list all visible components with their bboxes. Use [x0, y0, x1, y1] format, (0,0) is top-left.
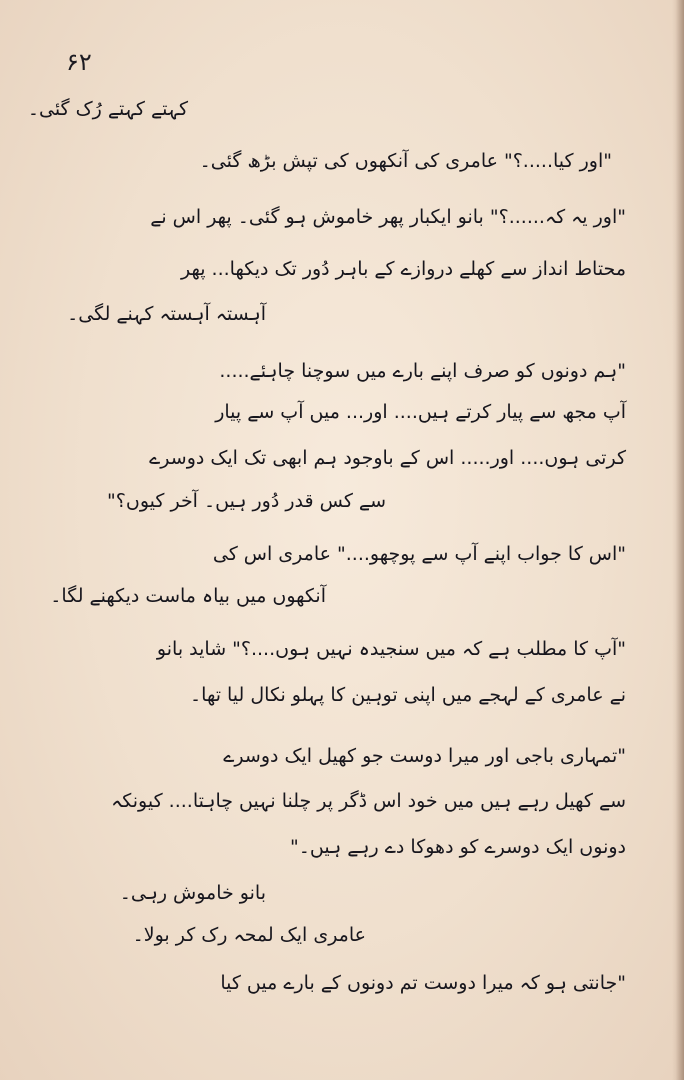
text-line: دونوں ایک دوسرے کو دھوکا دے رہے ہیں۔" — [290, 836, 626, 858]
page-number: ۶۲ — [66, 48, 92, 76]
text-line: کہتے کہتے رُک گئی۔ — [27, 98, 188, 120]
text-line: سے کس قدر دُور ہیں۔ آخر کیوں؟" — [107, 490, 386, 512]
text-line: "اور یہ کہ......؟" بانو ایکبار پھر خاموش ہو گئی۔ پھر اس نے — [150, 206, 626, 228]
text-line: آنکھوں میں بیاہ ماست دیکھنے لگا۔ — [50, 585, 326, 607]
text-line: نے عامری کے لہجے میں اپنی توہین کا پہلو نکال لیا تھا۔ — [190, 684, 626, 706]
text-line: "ہم دونوں کو صرف اپنے بارے میں سوچنا چاہئے..... — [219, 360, 626, 382]
text-line: "آپ کا مطلب ہے کہ میں سنجیدہ نہیں ہوں....؟" شاید بانو — [156, 638, 626, 660]
text-line: "اور کیا.....؟" عامری کی آنکھوں کی تپش بڑھ گئی۔ — [199, 150, 612, 172]
text-line: کرتی ہوں.... اور..... اس کے باوجود ہم ابھی تک ایک دوسرے — [149, 447, 626, 469]
text-line: "اس کا جواب اپنے آپ سے پوچھو...." عامری اس کی — [212, 543, 626, 565]
text-line: عامری ایک لمحہ رک کر بولا۔ — [132, 924, 366, 946]
page-binding-shadow — [672, 0, 684, 1080]
text-line: بانو خاموش رہی۔ — [119, 882, 266, 904]
text-line: سے کھیل رہے ہیں میں خود اس ڈگر پر چلنا نہیں چاہتا.... کیونکہ — [111, 790, 626, 812]
text-line: آپ مجھ سے پیار کرتے ہیں.... اور... میں آپ سے پیار — [215, 401, 626, 423]
text-line: آہستہ آہستہ کہنے لگی۔ — [67, 303, 266, 325]
text-line: "جانتی ہو کہ میرا دوست تم دونوں کے بارے میں کیا — [220, 972, 626, 994]
text-line: "تمہاری باجی اور میرا دوست جو کھیل ایک دوسرے — [223, 745, 626, 767]
text-line: محتاط انداز سے کھلے دروازے کے باہر دُور تک دیکھا... پھر — [180, 258, 626, 280]
